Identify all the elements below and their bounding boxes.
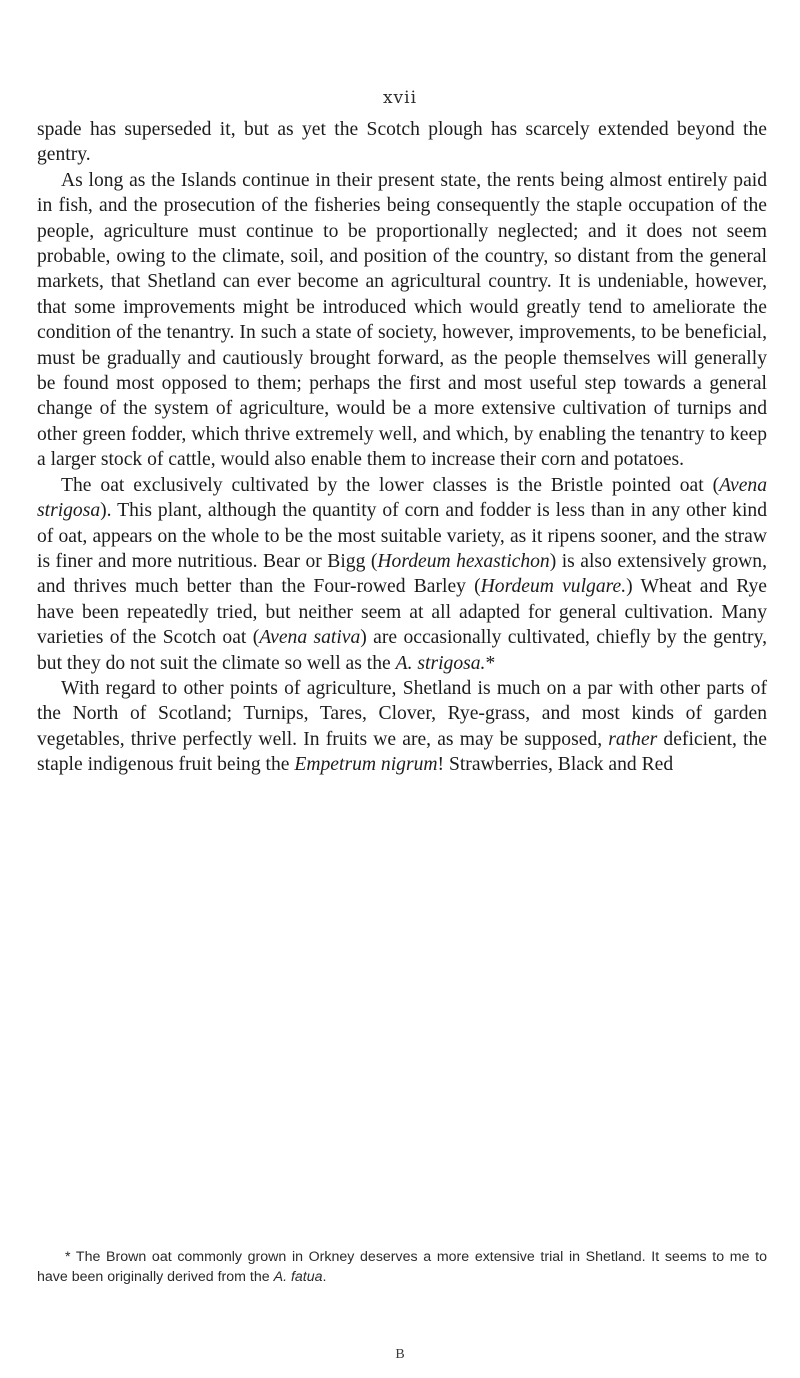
text-run: ) Wheat and Rye have been repeatedly tried, but neither seem at all adapted for general cultivation. Many varieties of the Scotch oat ( <box>37 576 767 649</box>
signature-mark: B <box>395 1347 405 1362</box>
text-run: The oat exclusively cultivated by the lower classes is the Bristle pointed oat ( <box>61 474 720 496</box>
paragraph <box>37 168 767 473</box>
italic-term: Hordeum hexastichon <box>377 550 550 572</box>
text-run: * <box>485 652 496 674</box>
page-number: xvii <box>382 88 418 108</box>
footnote-text <box>37 1248 767 1287</box>
paragraph <box>37 676 767 778</box>
italic-term: Avena sativa <box>259 627 361 649</box>
text-run: ) is also extensively grown, and thrives much better than the Four-rowed Barley ( <box>37 550 767 598</box>
text-run: ). This plant, although the quantity of corn and fodder is less than in any other kind of oat, appears on the whole to be the most suitable variety, as it ripens sooner, and the straw is finer and more nutritious. Bear or Bigg ( <box>37 500 767 572</box>
text-run: With regard to other points of agriculture, Shetland is much on a par with other parts of the North of Scotland; Turnips, Tares, Clover, Rye-grass, and most kinds of garden vegetables, thrive perfectly well. In fruits we are, as may be supposed, <box>37 677 767 750</box>
text-run: . <box>322 1268 327 1285</box>
italic-term: A. fatua <box>273 1268 323 1285</box>
text-run: deficient, the staple indigenous fruit being the <box>37 728 767 776</box>
text-run: spade has superseded it, but as yet the Scotch plough has scarcely extended beyond the gentry. <box>37 119 767 166</box>
italic-term: rather <box>608 728 658 750</box>
text-run: * The Brown oat commonly grown in Orkney deserves a more extensive trial in Shetland. It seems to me to have been originally derived from the <box>37 1249 767 1285</box>
italic-term: Avena strigosa <box>37 474 767 522</box>
paragraph <box>37 117 767 168</box>
text-run: As long as the Islands continue in their present state, the rents being almost entirely paid in fish, and the prosecution of the fisheries being consequently the staple occupation of the people, agriculture must continue to be proportionally neglected; and it does not seem probable, owing to the climate, soil, and position of the country, so distant from the general markets, that Shetland can ever become an agricultural country. It is undeniable, however, that some improvements might be introduced which would greatly tend to ameliorate the condition of the tenantry. In such a state of society, however, improvements, to be beneficial, must be gradually and cautiously brought forward, as the people themselves will generally be found most opposed to them; perhaps the first and most useful step towards a general change of the system of agriculture, would be a more extensive cultivation of turnips and other green fodder, which thrive extremely well, and which, by enabling the tenantry to keep a larger stock of cattle, would also enable them to increase their corn and potatoes. <box>37 169 767 471</box>
paragraph <box>37 473 767 676</box>
text-run: ! Strawberries, Black and Red <box>437 754 674 776</box>
body-text <box>37 117 767 778</box>
italic-term: Empetrum nigrum <box>294 754 438 776</box>
italic-term: Hordeum vulgare. <box>480 576 627 598</box>
footnote <box>37 1248 767 1287</box>
text-run: ) are occasionally cultivated, chiefly by the gentry, but they do not suit the climate so well as the <box>37 627 767 674</box>
italic-term: A. strigosa. <box>395 652 486 674</box>
